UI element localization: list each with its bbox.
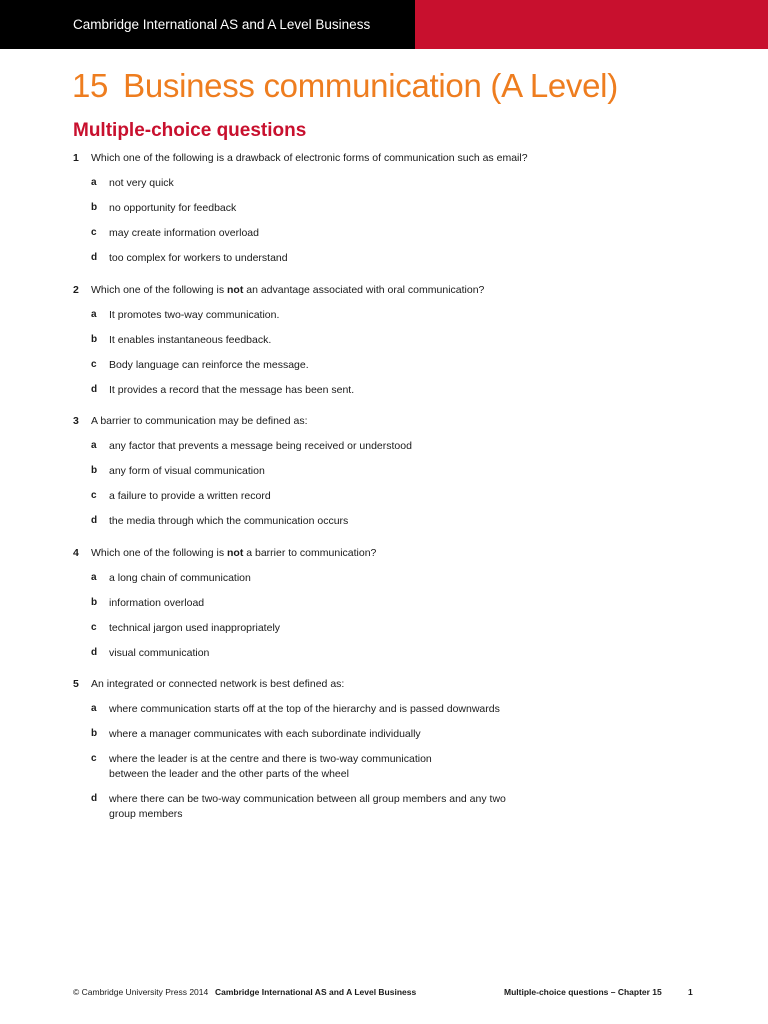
option-text: no opportunity for feedback [109, 202, 237, 214]
option-letter: a [91, 572, 97, 583]
footer-series [215, 986, 416, 998]
question-text [91, 151, 528, 165]
chapter-title [72, 64, 618, 108]
option-text: where a manager communicates with each subordinate individually [109, 728, 421, 740]
chapter-number: 15 [72, 67, 109, 104]
question-text-pre: Which one of the following is [91, 547, 227, 559]
question-text-pre: A barrier to communication may be defined as: [91, 415, 308, 427]
option-text: the media through which the communication occurs [109, 515, 349, 527]
option-letter: b [91, 597, 98, 608]
question-text-pre: Which one of the following is a drawback of electronic forms of communication such as email? [91, 152, 528, 164]
question-text-post: a barrier to communication? [243, 547, 377, 559]
question-text-pre: An integrated or connected network is best defined as: [91, 678, 345, 690]
option-letter: c [91, 490, 97, 501]
question-text [91, 677, 344, 691]
option-text: between the leader and the other parts of the wheel [109, 768, 349, 780]
option-text: It promotes two-way communication. [109, 309, 280, 321]
question-text [91, 414, 308, 428]
option-text: where communication starts off at the top of the hierarchy and is passed downwards [109, 703, 500, 715]
option-text: visual communication [109, 647, 210, 659]
option-letter: d [91, 793, 98, 804]
option-text: a failure to provide a written record [109, 490, 271, 502]
option-letter: d [91, 384, 98, 395]
question-text-post: an advantage associated with oral communication? [243, 284, 485, 296]
question-emphasis: not [227, 284, 244, 296]
option-text: too complex for workers to understand [109, 252, 288, 264]
option-text: where the leader is at the centre and there is two-way communication [109, 753, 432, 765]
option-letter: a [91, 309, 97, 320]
footer-copyright: © Cambridge University Press 2014 [73, 987, 209, 997]
footer-page-number [688, 986, 693, 998]
header-black-block [0, 0, 415, 49]
option-text: any factor that prevents a message being received or understood [109, 440, 412, 452]
option-letter: c [91, 359, 97, 370]
option-letter: d [91, 515, 98, 526]
footer-series-text: Cambridge International AS and A Level Business [215, 987, 417, 997]
question-text [91, 283, 484, 297]
option-text: information overload [109, 597, 205, 609]
option-text: It enables instantaneous feedback. [109, 334, 272, 346]
option-letter: d [91, 252, 98, 263]
footer-chapter-text: Multiple-choice questions – Chapter 15 [504, 987, 662, 997]
header-red-block [415, 0, 768, 49]
option-letter: a [91, 440, 97, 451]
option-text: where there can be two-way communication between all group members and any two [109, 793, 506, 805]
option-letter: c [91, 753, 97, 764]
option-letter: b [91, 334, 98, 345]
question-number: 5 [73, 678, 79, 690]
footer-chapter-label [504, 986, 662, 998]
question-text [91, 546, 376, 560]
option-letter: a [91, 177, 97, 188]
question-text-pre: Which one of the following is [91, 284, 227, 296]
section-title: Multiple-choice questions [73, 120, 307, 141]
chapter-title-text: Business communication (A Level) [123, 67, 618, 104]
question-number: 4 [73, 547, 79, 559]
option-text: may create information overload [109, 227, 259, 239]
option-letter: b [91, 202, 98, 213]
header-bar [0, 0, 768, 49]
option-text: technical jargon used inappropriately [109, 622, 281, 634]
question-number: 2 [73, 284, 79, 296]
option-text: not very quick [109, 177, 174, 189]
option-text: any form of visual communication [109, 465, 265, 477]
footer-page-text: 1 [688, 987, 693, 997]
question-emphasis: not [227, 547, 244, 559]
option-letter: b [91, 728, 98, 739]
option-letter: c [91, 227, 97, 238]
option-letter: d [91, 647, 98, 658]
option-text: group members [109, 808, 183, 820]
option-letter: b [91, 465, 98, 476]
header-series-title: Cambridge International AS and A Level Business [73, 17, 371, 32]
option-text: a long chain of communication [109, 572, 251, 584]
option-text: It provides a record that the message has been sent. [109, 384, 355, 396]
question-number: 1 [73, 152, 79, 164]
option-letter: a [91, 703, 97, 714]
question-number: 3 [73, 415, 79, 427]
option-text: Body language can reinforce the message. [109, 359, 309, 371]
option-letter: c [91, 622, 97, 633]
